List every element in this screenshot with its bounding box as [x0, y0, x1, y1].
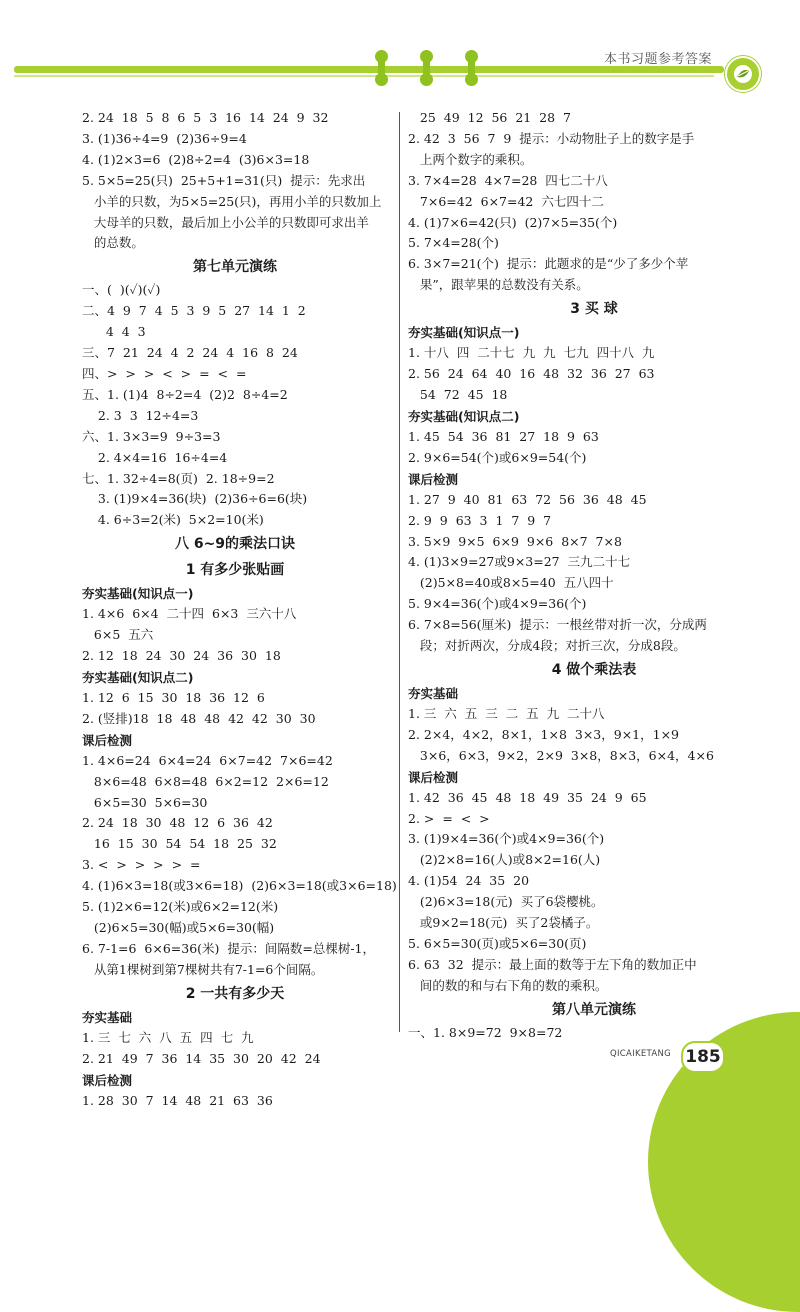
subsection-heading: 夯实基础 — [408, 685, 459, 701]
answer-line: 16 15 30 54 54 18 25 32 — [82, 836, 277, 852]
answer-line: 2. 2×4，4×2，8×1，1×8 3×3，9×1，1×9 — [408, 726, 680, 742]
answer-line: 的总数。 — [82, 235, 144, 251]
answer-line: 1. 三 七 六 八 五 四 七 九 — [82, 1029, 254, 1045]
answer-line: 间的数的和与右下角的数的乘积。 — [408, 977, 608, 993]
subsection-heading: 课后检测 — [82, 732, 133, 748]
answer-line: 2. 24 18 5 8 6 5 3 16 14 24 9 32 — [82, 110, 329, 125]
answer-line: 2. 3 3 12÷4=3 — [82, 407, 199, 423]
answer-line: 一、( )(✓)(✓) — [82, 282, 161, 298]
answer-line: 大母羊的只数，最后加上小公羊的只数即可求出羊 — [82, 214, 369, 230]
section-heading: 4 做个乘法表 — [551, 661, 637, 678]
answer-line: 6. 7-1=6 6×6=36(米) 提示：间隔数=总棵树-1， — [82, 940, 376, 956]
answer-line: 1. 4×6=24 6×4=24 6×7=42 7×6=42 — [82, 752, 333, 768]
header-rule-thin — [14, 75, 714, 77]
answer-line: 2. 12 18 24 30 24 36 30 18 — [82, 648, 281, 664]
answer-line: 8×6=48 6×8=48 6×2=12 2×6=12 — [82, 773, 329, 789]
answer-line: 七、1. 32÷4=8(页) 2. 18÷9=2 — [82, 470, 275, 486]
subsection-heading: 夯实基础(知识点一) — [408, 325, 520, 341]
subsection-heading: 夯实基础(知识点二) — [82, 669, 194, 685]
answer-line: 2. 9 9 63 3 1 7 9 7 — [408, 512, 552, 528]
answer-line: 或9×2=18(元) 买了2袋橘子。 — [408, 915, 599, 931]
answer-line: 1. 12 6 15 30 18 36 12 6 — [82, 689, 265, 705]
subsection-heading: 课后检测 — [408, 769, 459, 785]
answer-line: 1. 三 六 五 三 二 五 九 二十八 — [408, 705, 605, 721]
answer-line: 3. 7×4=28 4×7=28 四七二十八 — [408, 172, 608, 188]
left-column — [82, 108, 397, 1111]
answer-line: 3×6，6×3，9×2，2×9 3×8，8×3，6×4，4×6 — [408, 747, 714, 763]
section-heading: 3 买 球 — [570, 301, 618, 318]
answer-line: 1. 十八 四 二十七 九 九 七九 四十八 九 — [408, 345, 655, 361]
subsection-heading: 夯实基础(知识点一) — [82, 586, 194, 602]
answer-line: 2. 4×4=16 16÷4=4 — [82, 449, 228, 465]
answer-line: 4. (1)54 24 35 20 — [408, 873, 530, 889]
binder-clip-icon — [423, 50, 430, 86]
answer-line: 4 4 3 — [82, 324, 146, 340]
answer-line: 从第1棵树到第7棵树共有7-1=6个间隔。 — [82, 961, 324, 977]
answer-line: 1. 4×6 6×4 二十四 6×3 三六十八 — [82, 606, 297, 622]
answer-line: 54 72 45 18 — [408, 386, 508, 402]
answer-line: 7×6=42 6×7=42 六七四十二 — [408, 193, 604, 209]
answer-line: 2. 42 3 56 7 9 提示：小动物肚子上的数字是手 — [408, 130, 695, 146]
answer-line: 5. 9×4=36(个)或4×9=36(个) — [408, 596, 587, 612]
answer-line: 3. (1)9×4=36(个)或4×9=36(个) — [408, 831, 605, 847]
leaf-logo-icon — [725, 56, 761, 92]
answer-line: (2)2×8=16(人)或8×2=16(人) — [408, 852, 601, 868]
answer-line: 五、1. (1)4 8÷2=4 (2)2 8÷4=2 — [82, 386, 288, 402]
answer-line: 4. 6÷3=2(米) 5×2=10(米) — [82, 512, 264, 528]
answer-line: 段；对折两次，分成4段；对折三次，分成8段。 — [408, 638, 686, 654]
page-number: 185 — [681, 1041, 725, 1073]
subsection-heading: 课后检测 — [82, 1072, 133, 1088]
answer-line: 4. (1)7×6=42(只) (2)7×5=35(个) — [408, 214, 618, 230]
answer-line: (2)5×8=40或8×5=40 五八四十 — [408, 575, 614, 591]
answer-line: 25 49 12 56 21 28 7 — [408, 110, 571, 125]
answer-line: 小羊的只数，为5×5=25(只)，再用小羊的只数加上 — [82, 193, 382, 209]
answer-line: 3. 5×9 9×5 6×9 9×6 8×7 7×8 — [408, 533, 622, 549]
answer-line: 2. 24 18 30 48 12 6 36 42 — [82, 815, 273, 831]
answer-line: 1. 42 36 45 48 18 49 35 24 9 65 — [408, 789, 647, 805]
answer-line: 2. > = < > — [408, 810, 490, 826]
header-rule — [14, 66, 724, 73]
answer-line: 六、1. 3×3=9 9÷3=3 — [82, 428, 221, 444]
answer-line: 2. (竖排)18 18 48 48 42 42 30 30 — [82, 710, 316, 726]
answer-line: 6×5 五六 — [82, 627, 154, 643]
answer-line: 6×5=30 5×6=30 — [82, 794, 208, 810]
answer-line: 5. 7×4=28(个) — [408, 235, 499, 251]
answer-line: 3. (1)36÷4=9 (2)36÷9=4 — [82, 130, 247, 146]
answer-line: 三、7 21 24 4 2 24 4 16 8 24 — [82, 345, 298, 361]
binder-clip-icon — [468, 50, 475, 86]
answer-line: 6. 7×8=56(厘米) 提示：一根丝带对折一次，分成两 — [408, 617, 707, 633]
section-heading: 第八单元演练 — [552, 1001, 636, 1018]
answer-line: 2. 9×6=54(个)或6×9=54(个) — [408, 449, 587, 465]
column-divider — [399, 112, 400, 1032]
subsection-heading: 课后检测 — [408, 471, 459, 487]
section-heading: 第七单元演练 — [193, 259, 277, 276]
answer-line: 1. 45 54 36 81 27 18 9 63 — [408, 428, 599, 444]
answer-line: 四、> > > < > = < = — [82, 365, 247, 381]
answer-line: 4. (1)3×9=27或9×3=27 三九二十七 — [408, 554, 631, 570]
answer-line: 果”，跟苹果的总数没有关系。 — [408, 277, 589, 293]
answer-line: 4. (1)2×3=6 (2)8÷2=4 (3)6×3=18 — [82, 151, 310, 167]
answer-line: 6. 63 32 提示：最上面的数等于左下角的数加正中 — [408, 956, 697, 972]
answer-line: 上两个数字的乘积。 — [408, 151, 533, 167]
answer-line: 1. 27 9 40 81 63 72 56 36 48 45 — [408, 491, 647, 507]
answer-line: 5. (1)2×6=12(米)或6×2=12(米) — [82, 899, 279, 915]
answer-line: 一、1. 8×9=72 9×8=72 — [408, 1024, 563, 1040]
section-heading: 2 一共有多少天 — [185, 985, 285, 1002]
answer-line: 3. (1)9×4=36(块) (2)36÷6=6(块) — [82, 491, 308, 507]
subsection-heading: 夯实基础 — [82, 1009, 133, 1025]
answer-line: 2. 21 49 7 36 14 35 30 20 42 24 — [82, 1050, 321, 1066]
answer-line: 5. 6×5=30(页)或5×6=30(页) — [408, 936, 587, 951]
answer-line: 3. < > > > > = — [82, 857, 201, 873]
answer-line: (2)6×5=30(幅)或5×6=30(幅) — [82, 920, 275, 935]
answer-line: 1. 28 30 7 14 48 21 63 36 — [82, 1092, 273, 1108]
right-column — [408, 108, 780, 1044]
answer-line: (2)6×3=18(元) 买了6袋樱桃。 — [408, 894, 604, 910]
answer-line: 5. 5×5=25(只) 25+5+1=31(只) 提示：先求出 — [82, 172, 366, 188]
section-heading: 八 6~9的乘法口诀 — [174, 536, 296, 553]
answer-line: 6. 3×7=21(个) 提示：此题求的是“少了多少个苹 — [408, 256, 689, 272]
answer-line: 4. (1)6×3=18(或3×6=18) (2)6×3=18(或3×6=18) — [82, 878, 397, 894]
footer-brand: QICAIKETANG — [610, 1049, 671, 1059]
answer-line: 2. 56 24 64 40 16 48 32 36 27 63 — [408, 366, 655, 382]
header-title: 本书习题参考答案 — [604, 52, 713, 67]
binder-clip-icon — [378, 50, 385, 86]
section-heading: 1 有多少张贴画 — [185, 562, 285, 579]
subsection-heading: 夯实基础(知识点二) — [408, 408, 520, 424]
answer-line: 二、4 9 7 4 5 3 9 5 27 14 1 2 — [82, 303, 306, 319]
